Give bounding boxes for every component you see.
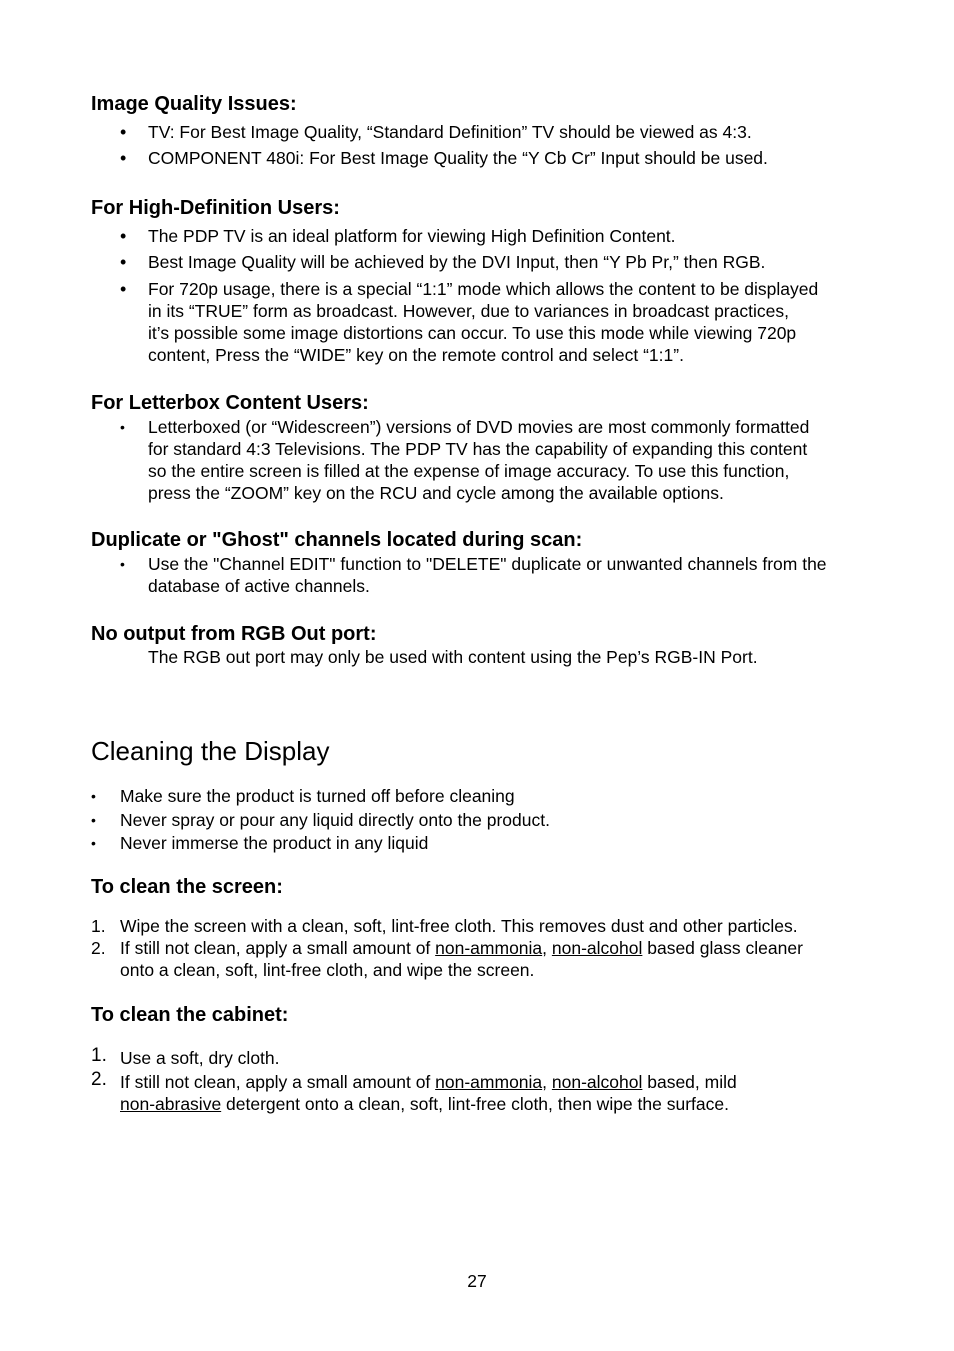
underlined-term: non-abrasive <box>120 1094 222 1114</box>
page-number: 27 <box>467 1271 487 1291</box>
list-item: • For 720p usage, there is a special “1:1” mode which allows the content to be displayed in its “TRUE” form as broadcast. However, due to variances in broadcast practices, it’s possible some image distortions can occur. To use this mode while viewing 720p content, Press the “WIDE” key on the remote control and select “1:1”. <box>120 279 819 365</box>
step-number: 1. <box>91 916 106 936</box>
bullet-icon: • <box>120 122 127 142</box>
bullet-icon: • <box>120 279 127 299</box>
section-heading-image-quality: Image Quality Issues: <box>91 93 297 115</box>
list-item: • Best Image Quality will be achieved by the DVI Input, then “Y Pb Pr,” then RGB. <box>120 252 766 272</box>
bullet-icon: • <box>120 252 127 272</box>
bullet-icon: • <box>91 788 96 804</box>
bullet-icon: • <box>120 226 127 246</box>
list-item: 1. Use a soft, dry cloth. <box>91 1045 280 1068</box>
list-item: • COMPONENT 480i: For Best Image Quality the “Y Cb Cr” Input should be used. <box>120 148 768 168</box>
underlined-term: non-ammonia <box>435 1072 543 1092</box>
list-item: • Use the "Channel EDIT" function to "DELETE" duplicate or unwanted channels from the database of active channels. <box>120 554 827 596</box>
section-heading-rgb-out: No output from RGB Out port: <box>91 623 377 645</box>
list-item: • The PDP TV is an ideal platform for viewing High Definition Content. <box>120 226 676 246</box>
section-heading-hd-users: For High-Definition Users: <box>91 197 340 219</box>
section-heading-ghost-channels: Duplicate or "Ghost" channels located during scan: <box>91 529 583 551</box>
bullet-icon: • <box>91 835 96 851</box>
step-number: 1. <box>91 1045 107 1066</box>
list-item: • TV: For Best Image Quality, “Standard Definition” TV should be viewed as 4:3. <box>120 122 752 142</box>
section-heading-clean-screen: To clean the screen: <box>91 876 283 898</box>
section-heading-letterbox: For Letterbox Content Users: <box>91 392 369 414</box>
rgb-out-text: The RGB out port may only be used with content using the Pep’s RGB-IN Port. <box>148 647 758 667</box>
list-item: • Never immerse the product in any liquid <box>91 833 429 853</box>
list-item: 1. Wipe the screen with a clean, soft, lint-free cloth. This removes dust and other particles. <box>91 916 798 936</box>
bullet-icon: • <box>91 812 96 828</box>
list-item: • Letterboxed (or “Widescreen”) versions of DVD movies are most commonly formatted for standard 4:3 Televisions. The PDP TV has the capability of expanding this content so the entire screen is filled at the expense of image accuracy. To use this function, press the “ZOOM” key on the RCU and cycle among the available options. <box>120 417 810 503</box>
list-item: • Make sure the product is turned off before cleaning <box>91 786 515 806</box>
bullet-icon: • <box>120 148 127 168</box>
step-number: 2. <box>91 938 106 958</box>
bullet-icon: • <box>120 419 125 435</box>
step-number: 2. <box>91 1069 107 1090</box>
page-title: Cleaning the Display <box>91 736 330 766</box>
bullet-icon: • <box>120 556 125 572</box>
list-item: • Never spray or pour any liquid directly onto the product. <box>91 810 550 830</box>
section-heading-clean-cabinet: To clean the cabinet: <box>91 1004 289 1026</box>
underlined-term: non-alcohol <box>551 938 643 958</box>
underlined-term: non-alcohol <box>551 1072 643 1092</box>
underlined-term: non-ammonia <box>435 938 543 958</box>
list-item: 2. If still not clean, apply a small amount of non-ammonia, non-alcohol based, mild non-abrasive detergent onto a clean, soft, lint-free cloth, then wipe the surface. <box>91 1069 737 1114</box>
list-item: 2. If still not clean, apply a small amount of non-ammonia, non-alcohol based glass cleaner onto a clean, soft, lint-free cloth, and wipe the screen. <box>91 938 803 980</box>
